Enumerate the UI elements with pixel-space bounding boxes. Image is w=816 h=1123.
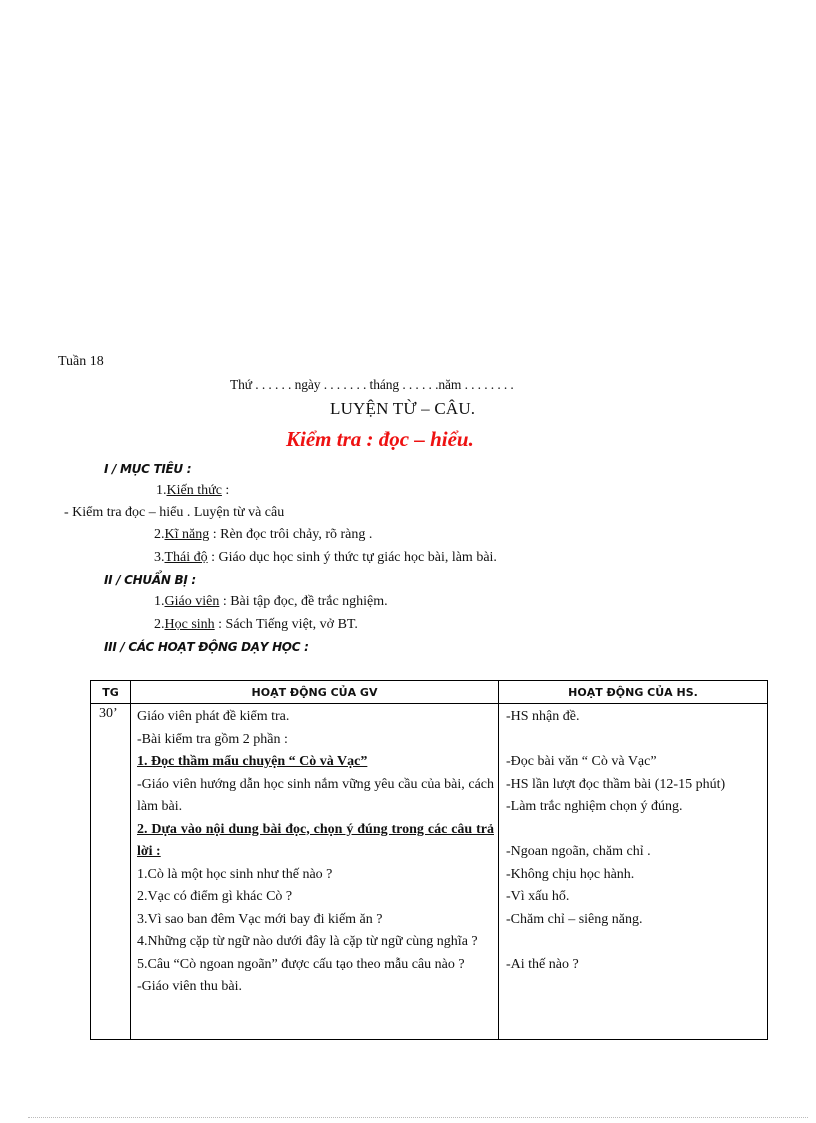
- header-teacher: HOẠT ĐỘNG CỦA GV: [131, 681, 499, 704]
- activity-table: [90, 680, 768, 1040]
- section-objectives-heading: I / MỤC TIÊU :: [104, 462, 192, 476]
- objective-prefix: 2.: [154, 527, 165, 542]
- prep-text: : Bài tập đọc, đề trắc nghiệm.: [219, 594, 388, 609]
- teacher-line: -Bài kiểm tra gồm 2 phần :: [137, 731, 288, 747]
- teacher-question: 4.Những cặp từ ngữ nào dưới đây là cặp từ ngữ cùng nghĩa ?: [137, 934, 478, 949]
- spacer: [506, 819, 761, 842]
- student-line: -HS nhận đề.: [506, 709, 580, 724]
- header-student: HOẠT ĐỘNG CỦA HS.: [499, 681, 768, 704]
- objective-prefix: 1.: [156, 483, 167, 498]
- objective-text: : Rèn đọc trôi chảy, rõ ràng .: [209, 527, 373, 542]
- student-answer: -Ai thế nào ?: [506, 956, 579, 972]
- teacher-line: Giáo viên phát đề kiểm tra.: [137, 709, 290, 724]
- objective-attitude: [154, 550, 497, 566]
- objective-knowledge: [156, 483, 229, 499]
- teacher-part-1: 1. Đọc thầm mẩu chuyện “ Cò và Vạc”: [137, 754, 368, 769]
- section-preparation-heading: II / CHUẨN BỊ :: [104, 573, 196, 587]
- student-activity-cell: [499, 704, 768, 1040]
- lesson-subtitle: Kiểm tra : đọc – hiểu.: [286, 427, 474, 451]
- spacer: [506, 931, 761, 954]
- teacher-line: -Giáo viên thu bài.: [137, 979, 242, 994]
- objective-skill: [154, 527, 372, 543]
- teacher-question: 2.Vạc có điểm gì khác Cò ?: [137, 889, 293, 904]
- student-answer: -Vì xấu hổ.: [506, 889, 570, 904]
- student-line: -HS lần lượt đọc thầm bài (12-15 phút): [506, 776, 726, 792]
- objective-text: :: [221, 483, 230, 498]
- header-time: TG: [91, 681, 131, 704]
- prep-text: : Sách Tiếng việt, vở BT.: [214, 617, 358, 632]
- footer-dotted-rule: [28, 1117, 808, 1118]
- objective-text: : Giáo dục học sinh ý thức tự giác học bài, làm bài.: [207, 550, 497, 565]
- prep-student: [154, 617, 358, 633]
- time-cell: 30’: [91, 704, 131, 1040]
- prep-prefix: 2.: [154, 617, 165, 632]
- prep-teacher: [154, 594, 388, 610]
- student-answer: -Ngoan ngoãn, chăm chỉ .: [506, 844, 651, 859]
- objective-label: Kiến thức: [166, 483, 222, 498]
- teacher-part-2: 2. Dựa vào nội dung bài đọc, chọn ý đúng trong các câu trả lời :: [137, 821, 494, 859]
- teacher-question: 5.Câu “Cò ngoan ngoãn” được cấu tạo theo mẫu câu nào ?: [137, 956, 465, 972]
- objective-label: Kĩ năng: [164, 527, 210, 542]
- teacher-question: 3.Vì sao ban đêm Vạc mới bay đi kiếm ăn ?: [137, 911, 383, 927]
- teacher-activity-cell: [131, 704, 499, 1040]
- prep-label: Giáo viên: [164, 594, 220, 609]
- date-line: Thứ . . . . . . ngày . . . . . . . tháng . . . . . .năm . . . . . . . .: [230, 377, 514, 392]
- student-answer: -Không chịu học hành.: [506, 866, 635, 882]
- table-header-row: [91, 681, 768, 704]
- teacher-question: 1.Cò là một học sinh như thế nào ?: [137, 866, 333, 882]
- objective-label: Thái độ: [164, 550, 208, 565]
- student-answer: -Chăm chỉ – siêng năng.: [506, 911, 643, 927]
- student-line: -Làm trắc nghiệm chọn ý đúng.: [506, 799, 683, 814]
- teacher-line: -Giáo viên hướng dẫn học sinh nắm vững yêu cầu của bài, cách làm bài.: [137, 776, 494, 814]
- table-row: [91, 704, 768, 1040]
- prep-label: Học sinh: [164, 617, 215, 632]
- spacer: [506, 729, 761, 752]
- objective-prefix: 3.: [154, 550, 165, 565]
- week-label: Tuần 18: [58, 354, 104, 369]
- prep-prefix: 1.: [154, 594, 165, 609]
- lesson-title: LUYỆN TỪ – CÂU.: [330, 399, 476, 418]
- section-activities-heading: III / CÁC HOẠT ĐỘNG DẠY HỌC :: [104, 640, 309, 654]
- objective-knowledge-detail: - Kiểm tra đọc – hiểu . Luyện từ và câu: [64, 505, 285, 520]
- student-line: -Đọc bài văn “ Cò và Vạc”: [506, 754, 657, 769]
